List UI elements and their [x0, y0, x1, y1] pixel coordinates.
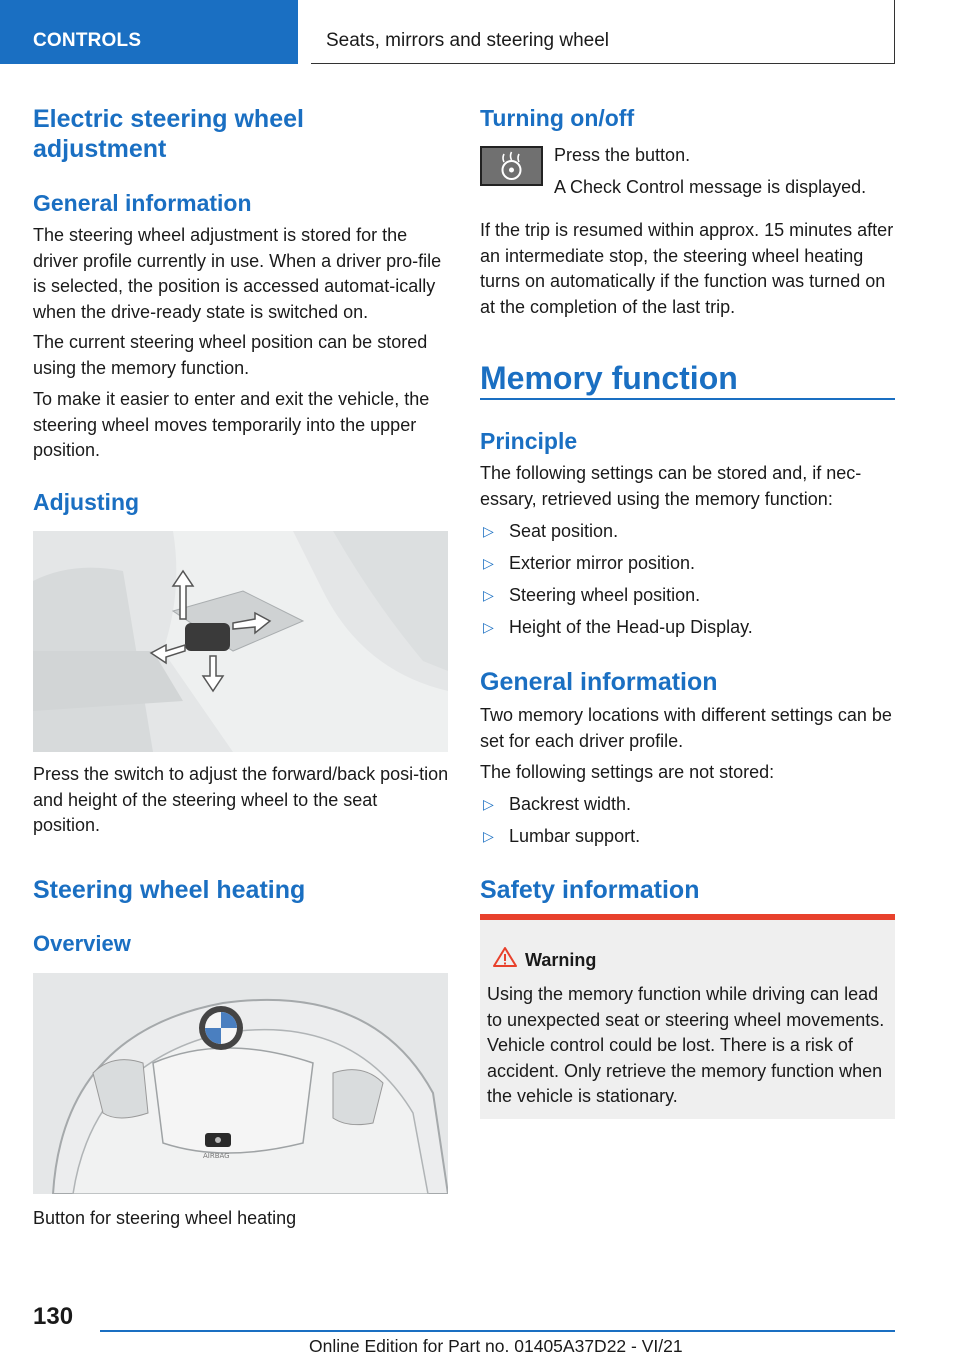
page-number: 130	[33, 1303, 74, 1330]
memory-heading-rule	[480, 398, 895, 400]
triangle-right-icon: ▷	[483, 587, 494, 603]
not-stored-list	[480, 792, 896, 856]
paragraph-memory-store: The current steering wheel position can be stored using the memory function.	[33, 332, 428, 378]
triangle-right-icon: ▷	[483, 619, 494, 635]
steering-wheel-heating-icon	[480, 146, 543, 186]
heading-adjusting: Adjusting	[33, 489, 140, 515]
paragraph-not-stored: The following settings are not stored:	[480, 762, 775, 782]
header-section-tab	[0, 0, 298, 64]
header-chapter-label: Seats, mirrors and steering wheel	[326, 30, 610, 51]
heading-memory-function: Memory function	[480, 360, 738, 396]
warning-triangle-icon	[492, 946, 518, 973]
list-item: ▷ Lumbar support.	[480, 824, 896, 850]
header-section-label: CONTROLS	[33, 30, 142, 51]
heading-electric-adjustment: Electric steering wheel adjustment	[33, 105, 304, 163]
list-item: ▷ Steering wheel position.	[480, 583, 896, 609]
heading-safety-information: Safety information	[480, 876, 700, 904]
heading-principle: Principle	[480, 428, 578, 454]
list-item: ▷ Backrest width.	[480, 792, 896, 818]
paragraph-press-switch: Press the switch to adjust the forward/back posi‐tion and height of the steering wheel to the seat position.	[33, 764, 449, 835]
heading-turning-on-off: Turning on/off	[480, 105, 635, 131]
list-item: ▷ Seat position.	[480, 519, 896, 545]
warning-text: Using the memory function while driving can lead to unexpected seat or steering wheel movements. Vehicle control could be lost. There is a risk of accident. Only retrieve the memory function when the vehicle is stationary.	[487, 984, 885, 1106]
heading-general-information-memory: General information	[480, 668, 718, 696]
steering-wheel-illustration	[33, 973, 448, 1194]
header-chapter-box	[311, 0, 895, 64]
triangle-right-icon: ▷	[483, 523, 494, 539]
heading-overview: Overview	[33, 931, 131, 956]
paragraph-principle: The following settings can be stored and, if nec‐essary, retrieved using the memory function:	[480, 463, 862, 509]
paragraph-two-locations: Two memory locations with different settings can be set for each driver profile.	[480, 705, 892, 751]
paragraph-easy-entry: To make it easier to enter and exit the vehicle, the steering wheel moves temporarily into the upper position.	[33, 389, 430, 460]
stored-settings-list	[480, 519, 896, 647]
footer-rule	[100, 1330, 895, 1332]
triangle-right-icon: ▷	[483, 796, 494, 812]
figure-caption-heating-button: Button for steering wheel heating	[33, 1208, 297, 1228]
instruction-press-button: Press the button.	[554, 145, 691, 165]
triangle-right-icon: ▷	[483, 555, 494, 571]
adjust-switch-illustration	[33, 531, 448, 752]
warning-box	[480, 914, 895, 1119]
instruction-check-control: A Check Control message is displayed.	[554, 177, 867, 197]
list-item: ▷ Exterior mirror position.	[480, 551, 896, 577]
airbag-label: AIRBAG	[203, 1152, 230, 1160]
paragraph-adjustment-stored: The steering wheel adjustment is stored for the driver profile currently in use. When a driver pro‐file is selected, the position is accessed automat‐ically when the drive-ready state is switched on.	[33, 225, 442, 322]
heading-general-information: General information	[33, 190, 252, 216]
heading-steering-wheel-heating: Steering wheel heating	[33, 876, 306, 904]
list-item: ▷ Height of the Head-up Display.	[480, 615, 896, 641]
warning-title: Warning	[525, 950, 597, 970]
footer-edition: Online Edition for Part no. 01405A37D22 - VI/21	[309, 1336, 683, 1356]
triangle-right-icon: ▷	[483, 828, 494, 844]
paragraph-trip-resumed: If the trip is resumed within approx. 15 minutes after an intermediate stop, the steering wheel heating turns on automatically if the function was turned on at the completion of the last trip.	[480, 220, 894, 317]
